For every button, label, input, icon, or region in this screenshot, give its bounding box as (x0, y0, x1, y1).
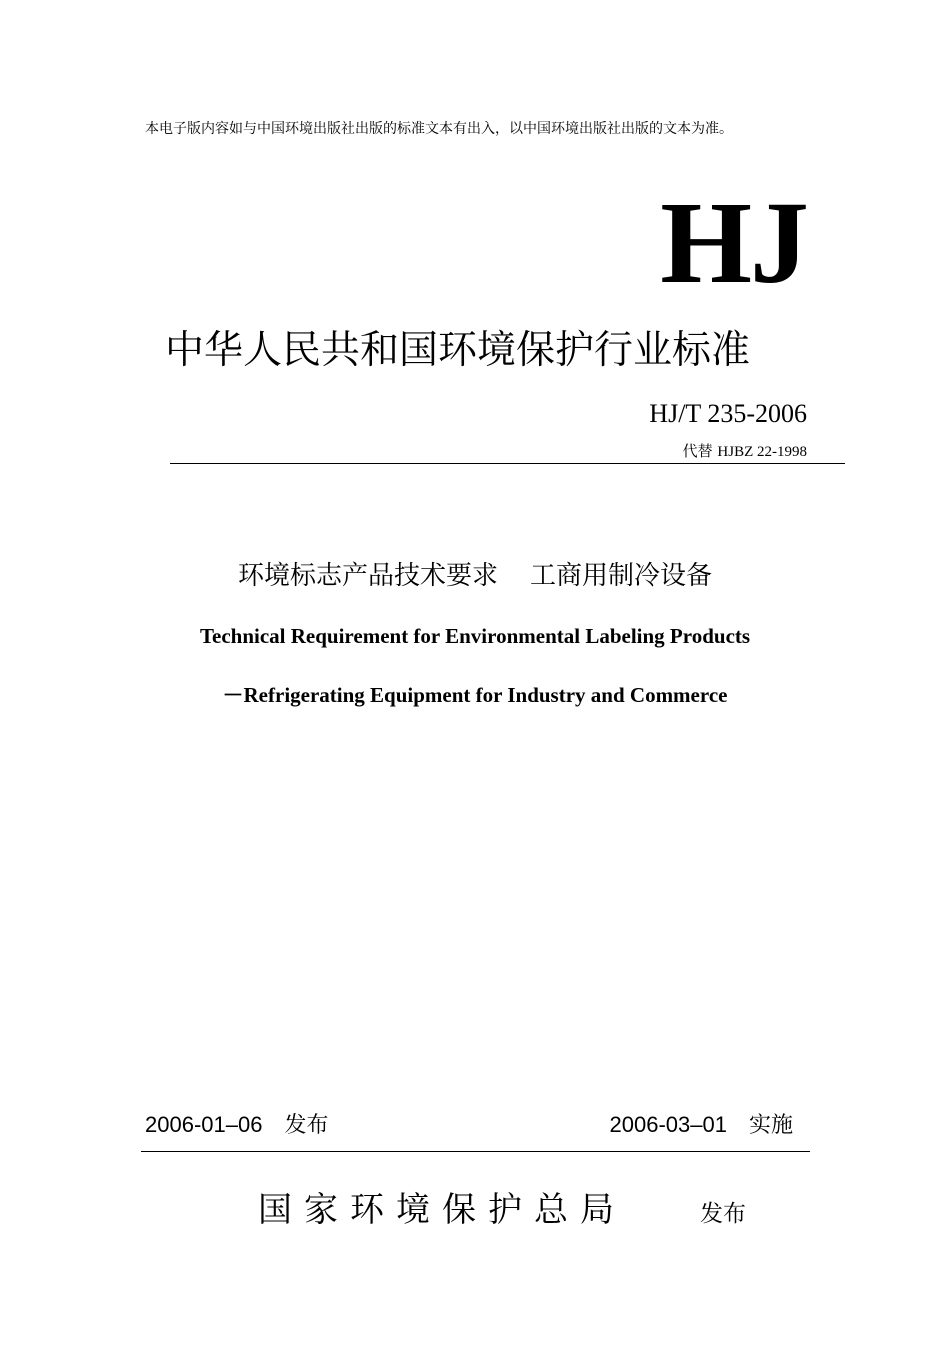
copyright-notice: 本电子版内容如与中国环境出版社出版的标准文本有出入，以中国环境出版社出版的文本为准。 (145, 121, 733, 137)
standard-number: HJ/T 235-2006 (649, 399, 807, 428)
issue-date-block (145, 1110, 328, 1141)
publisher-action: 发布 (700, 1201, 746, 1227)
chinese-title (0, 558, 950, 594)
replaces-label: 代替 (682, 442, 713, 460)
issue-label: 发布 (284, 1113, 329, 1138)
english-title-line2: －Refrigerating Equipment for Industry and Commerce (222, 683, 728, 707)
publisher-name: 国家环境保护总局 (258, 1190, 626, 1230)
chinese-title-part2: 工商用制冷设备 (530, 561, 713, 591)
effective-label: 实施 (748, 1113, 793, 1138)
issue-date: 2006-01–06 (145, 1112, 263, 1137)
effective-date-block (610, 1110, 793, 1141)
chinese-title-part1: 环境标志产品技术要求 (237, 561, 498, 591)
header-divider (170, 463, 845, 464)
standard-title: 中华人民共和国环境保护行业标准 (165, 328, 751, 373)
english-title-line1: Technical Requirement for Environmental Labeling Products (199, 624, 751, 648)
standard-category-mark: HJ (660, 177, 807, 308)
replaces-line (683, 440, 807, 463)
footer-divider (141, 1151, 810, 1152)
replaces-code: HJBZ 22-1998 (717, 444, 807, 460)
effective-date: 2006-03–01 (609, 1112, 727, 1137)
